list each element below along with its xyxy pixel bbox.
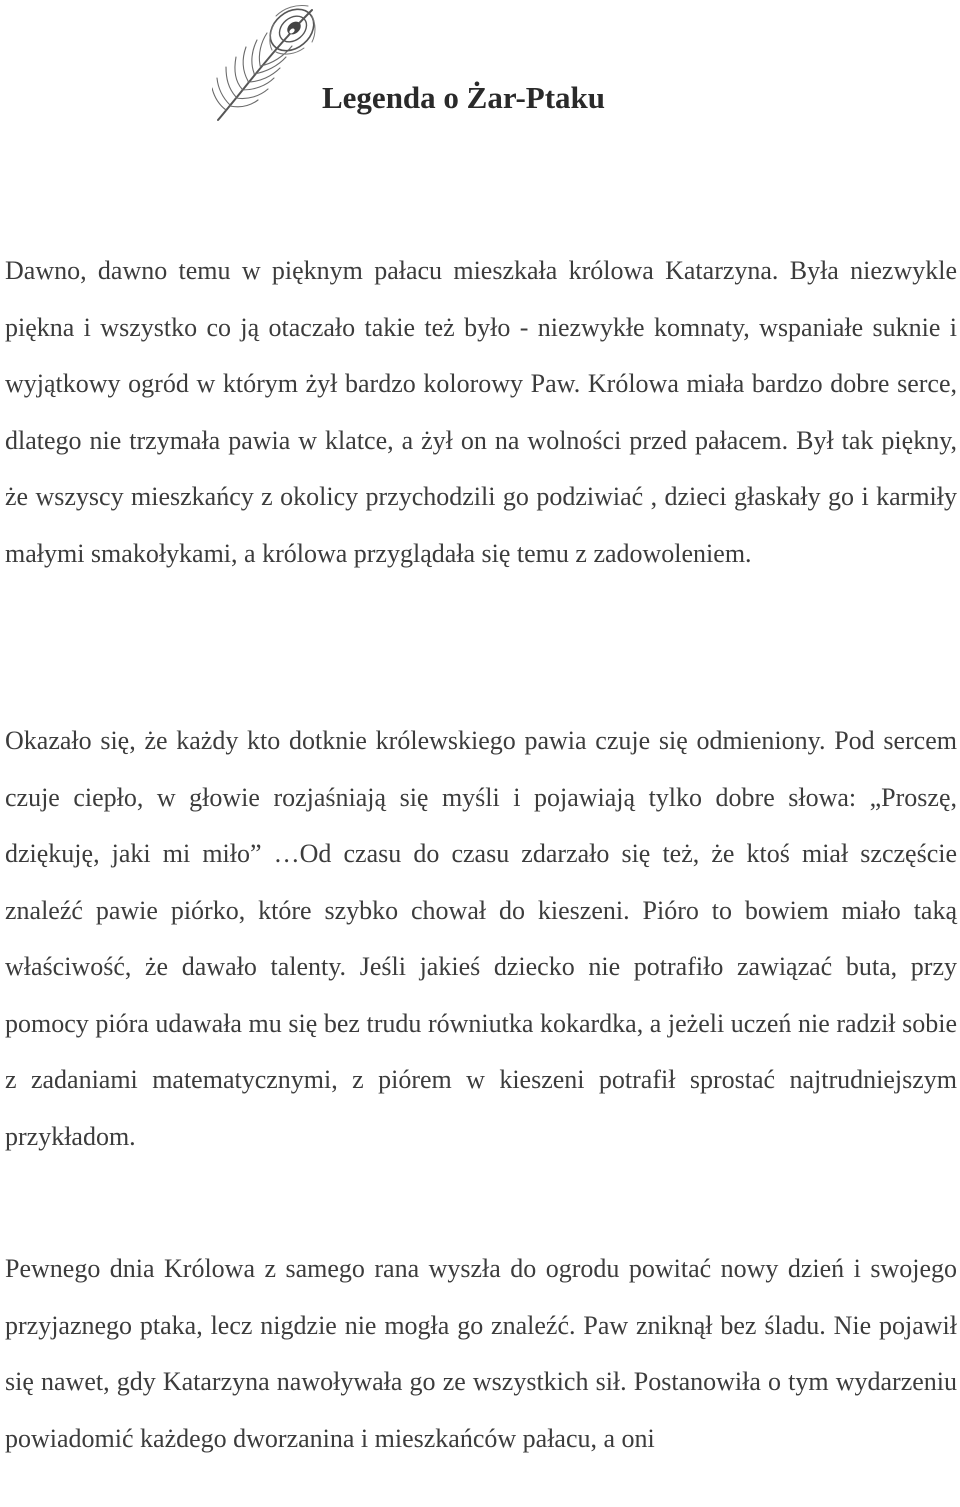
paragraph-2: Okazało się, że każdy kto dotknie królewskiego pawia czuje się odmieniony. Pod sercem czuje ciepło, w głowie rozjaśniają się myśli i pojawiają tylko dobre słowa: „Proszę, dziękuję, jaki mi miło” …Od czasu do czasu zdarzało się też, że ktoś miał szczęście znaleźć pawie piórko, które szybko chował do kieszeni. Pióro to bowiem miało taką właściwość, że dawało talenty. Jeśli jakieś dziecko nie potrafiło zawiązać buta, przy pomocy pióra udawała mu się bez trudu równiutka kokardka, a jeżeli uczeń nie radził sobie z zadaniami matematycznymi, z piórem w kieszeni potrafił sprostać najtrudniejszym przykładom.	[5, 726, 957, 1151]
paragraph-1: Dawno, dawno temu w pięknym pałacu mieszkała królowa Katarzyna. Była niezwykle piękna i wszystko co ją otaczało takie też było - niezwykłe komnaty, wspaniałe suknie i wyjątkowy ogród w którym żył bardzo kolorowy Paw. Królowa miała bardzo dobre serce, dlatego nie trzymała pawia w klatce, a żył on na wolności przed pałacem. Był tak piękny, że wszyscy mieszkańcy z okolicy przychodzili go podziwiać , dzieci głaskały go i karmiły małymi smakołykami, a królowa przyglądała się temu z zadowoleniem.	[5, 256, 957, 568]
paragraph-3: Pewnego dnia Królowa z samego rana wyszła do ogrodu powitać nowy dzień i swojego przyjaznego ptaka, lecz nigdzie nie mogła go znaleźć. Paw zniknął bez śladu. Nie pojawił się nawet, gdy Katarzyna nawoływała go ze wszystkich sił. Postanowiła o tym wydarzeniu powiadomić każdego dworzanina i mieszkańców pałacu, a oni	[5, 1254, 957, 1453]
peacock-feather-icon	[212, 2, 322, 127]
page-title: Legenda o Żar-Ptaku	[322, 80, 606, 115]
